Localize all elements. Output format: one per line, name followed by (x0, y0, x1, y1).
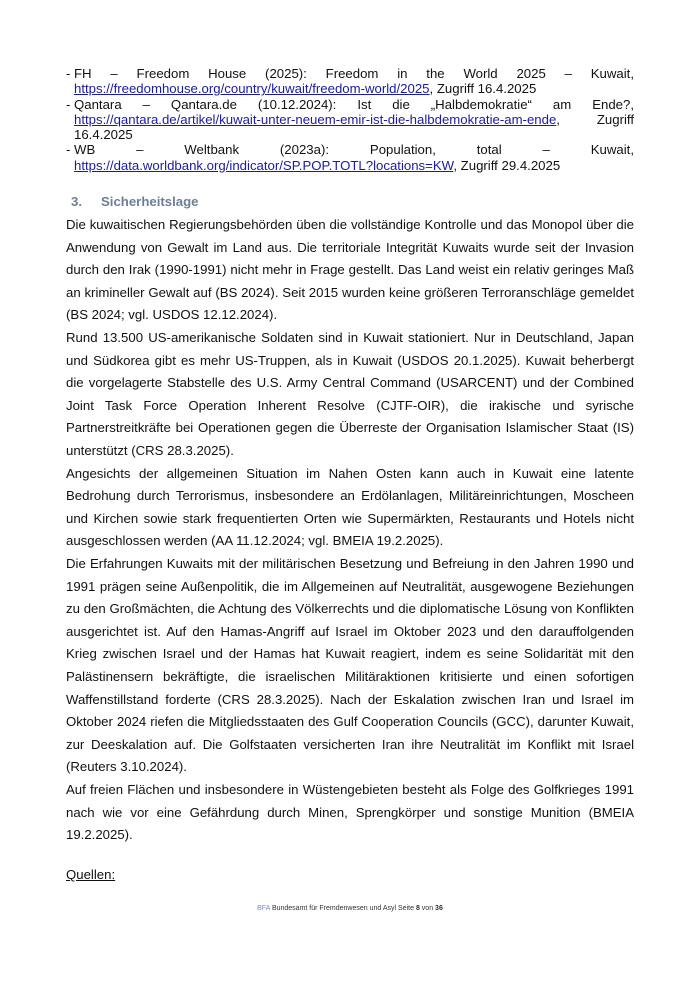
source-link[interactable]: https://freedomhouse.org/country/kuwait/freedom-world/2025 (74, 81, 430, 97)
source-title: WB – Weltbank (2023a): Population, total – Kuwait, (74, 142, 634, 158)
source-title: FH – Freedom House (2025): Freedom in the World 2025 – Kuwait, (74, 66, 634, 81)
footer-of-label: von (421, 905, 434, 912)
paragraph: Auf freien Flächen und insbesondere in Wüstengebieten besteht als Folge des Golfkrieges 1991 nach wie vor eine Gefährdung durch Minen, Sprengkörper und sonstige Munition (BMEIA 19.2.2025). (66, 781, 634, 843)
paragraph: Die Erfahrungen Kuwaits mit der militärischen Besetzung und Befreiung in den Jahren 1990 und 1991 prägen seine Außenpolitik, die im Allgemeinen auf Neutralität, ausgewogene Beziehungen zu den Großmächten, die Achtung des Völkerrechts und die diplomatische Lösung von Konflikten ausgerichtet ist. Auf den Hamas-Angriff auf Israel im Oktober 2023 und den darauffolgenden Krieg zwischen Israel und der Hamas hat Kuwait reagiert, indem es seine Solidarität mit den Palästinensern bekräftigte, die israelischen Militäraktionen kritisierte und einen sofortigen Waffenstillstand forderte (CRS 28.3.2025). Nach der Eskalation zwischen Iran und Israel im Oktober 2024 riefen die Mitgliedsstaaten des Gulf Cooperation Councils (GCC), darunter Kuwait, zur Deeskalation auf. Die Golfstaaten versicherten Iran ihre Neutralität im Konflikt mit Israel (Reuters 3.10.2024). (66, 555, 634, 775)
source-link[interactable]: https://qantara.de/artikel/kuwait-unter-neuem-emir-ist-die-halbdemokratie-am-ende (74, 111, 557, 127)
footer-page-label: Seite (398, 905, 414, 912)
paragraph: Angesichts der allgemeinen Situation im Nahen Osten kann auch in Kuwait eine latente Bedrohung durch Terrorismus, insbesondere an Erdölanlagen, Militäreinrichtungen, Moscheen und Kirchen sowie stark frequentierten Orten wie Supermärkten, Restaurants und Hotels nicht ausgeschlossen werden (AA 11.12.2024; vgl. BMEIA 19.2.2025). (66, 465, 634, 549)
source-access-date: , Zugriff 29.4.2025 (453, 157, 561, 173)
source-access-date: , Zugriff 16.4.2025 (429, 81, 537, 97)
document-page (66, 66, 634, 882)
list-dash: - (66, 142, 71, 158)
source-item (66, 142, 634, 173)
paragraph: Rund 13.500 US-amerikanische Soldaten sind in Kuwait stationiert. Nur in Deutschland, Japan und Südkorea gibt es mehr US-Truppen, als in Kuwait (USDOS 20.1.2025). Kuwait beherbergt die vorgelagerte Stabstelle des U.S. Army Central Command (USARCENT) und der Combined Joint Task Force Operation Inherent Resolve (CJTF-OIR), die irakische und syrische Partnerstreitkräfte bei Operationen gegen die Überreste der Organisation Islamischer Staat (IS) unterstützt (CRS 28.3.2025). (66, 330, 634, 459)
sources-heading: Quellen: (66, 866, 116, 882)
footer-brand: BFA (257, 905, 270, 912)
list-dash: - (66, 66, 71, 81)
source-link-line (74, 81, 634, 96)
paragraph: Die kuwaitischen Regierungsbehörden üben die vollständige Kontrolle und das Monopol über die Anwendung von Gewalt im Land aus. Die territoriale Integrität Kuwaits wurde seit der Invasion durch den Irak (1990-1991) nicht mehr in Frage gestellt. Das Land weist ein relativ geringes Maß an krimineller Gewalt auf (BS 2024). Seit 2015 wurden keine größeren Terroranschläge gemeldet (BS 2024; vgl. USDOS 12.12.2024). (66, 217, 634, 323)
source-link[interactable]: https://data.worldbank.org/indicator/SP.POP.TOTL?locations=KW (74, 157, 454, 173)
source-item (66, 97, 634, 143)
list-dash: - (66, 96, 71, 112)
section-title: Sicherheitslage (101, 193, 199, 209)
footer-org: Bundesamt für Fremdenwesen und Asyl (271, 905, 397, 912)
page-footer (0, 905, 700, 912)
section-number: 3. (71, 193, 82, 209)
section-heading (66, 190, 634, 212)
source-access-label: , Zugriff (556, 111, 634, 127)
section-body (66, 214, 634, 847)
source-link-line (74, 158, 634, 173)
footer-page-number: 8 (415, 905, 420, 912)
source-link-line (74, 112, 634, 127)
source-title: Qantara – Qantara.de (10.12.2024): Ist die „Halbdemokratie“ am Ende?, (74, 96, 634, 112)
source-item (66, 66, 634, 97)
footer-page-total: 36 (435, 905, 443, 912)
source-access-date: 16.4.2025 (74, 127, 133, 143)
sources-list-top (66, 66, 634, 173)
